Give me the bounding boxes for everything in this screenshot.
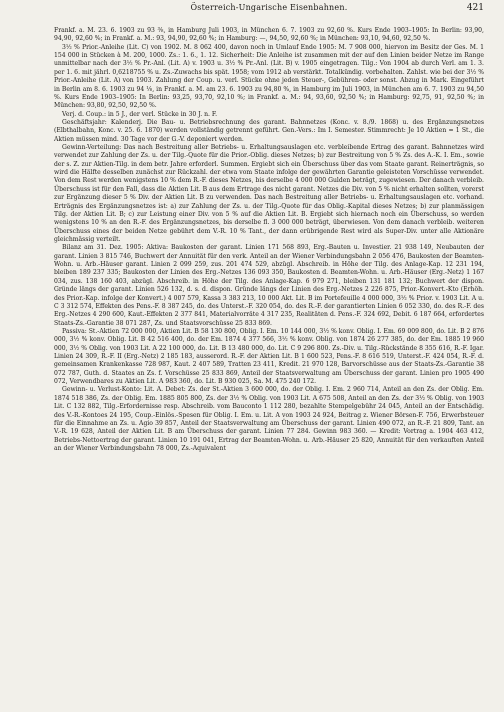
page-body xyxy=(54,27,484,453)
page-header xyxy=(54,3,484,27)
paragraph-bilanz-passiva: Passiva: St.-Aktien 72 000 000, Aktien Lit. B 58 130 800, Oblig. I. Em. 10 144 000, 3½ % konv. Oblig. I. Em. 69 009 800, do. Lit. B 2 876 000, 3½ % konv. Oblig. Lit. B 42 516 400, do. der Em. 1874 4 377 566, 3½ % konv. Oblig. von 1874 26 277 385, do. der Em. 1885 19 960 000, 3½ % Oblig. von 1903 Lit. A 22 100 000, do. Lit. B 13 480 000, do. Lit. C 9 296 800. Zs.-Div. u. Tilg.-Rückstände 8 355 616, R.-F. Igar. Linien 24 309, R.-F. II (Erg.-Netz) 2 185 183, ausserord. R.-F. der Aktien Lit. B 1 600 523, Pens.-F. 8 616 519, Unterst.-F. 424 054, R.-F. d. gemeinsamen Krankenkasse 728 987, Kaut. 2 407 589, Tratten 23 411, Kredit. 21 970 128, Barvorschüsse aus der Staats-Zs.-Garantie 38 072 787, Guth. d. Staates an Zs. f. Vorschüsse 25 833 869, Anteil der Staatsverwaltung am Überschuss der garant. Linien pro 1905 490 072, Verwendbares zu Aktien Lit. A 983 360, do. Lit. B 930 025, Sa. M. 475 240 172. xyxy=(54,327,484,386)
page-number: 421 xyxy=(466,3,484,13)
paragraph-bilanz-aktiva: Bilanz am 31. Dez. 1905: Aktiva: Baukosten der garant. Linien 171 568 893, Erg.-Bauten u. Investier. 21 938 149, Neubauten der garant. Linien 3 815 746, Buchwert der Annuität für den verk. Anteil an der Wiener Verbindungsbahn 2 056 476, Baukosten der Beamten-Wohn. u. Arb.-Häuser garant. Linien 2 099 259, zus. 201 474 529, abzügl. Abschreib. in Höhe der Tilg. des Anlage-Kap. 12 231 194, bleiben 189 237 335; Baukosten der Linien des Erg.-Netzes 136 093 350, Baukosten d. Beamten-Wohn. u. Arb.-Häuser (Erg.-Netz) 1 167 034, zus. 138 160 403, abzügl. Abschreib. in Höhe der Tilg. des Anlage-Kap. 6 979 271, bleiben 131 181 132; Buchwert der dispon. Gründe längs der garant. Linien 526 132, d. s. d. dispon. Gründe längs der Linien des Erg.-Netzes 2 226 875, Prior.-Konvert.-Kto (Erhöh. des Prior.-Kap. infolge der Konvert.) 4 007 579, Kassa 3 383 213, 10 000 Akt. Lit. B im Portefeuille 4 000 000, 3½ % Prior. v. 1903 Lit. A u. C 3 312 574, Effekten des Pens.-F. 8 387 245, do. des Unterst.-F. 320 054, do. des R.-F. der garantierten Linien 6 052 330, do. des R.-F. des Erg.-Netzes 4 290 600, Kaut.-Effekten 2 377 841, Materialvorräte 4 317 235, Realitäten d. Pens.-F. 324 692, Debit. 6 187 664, erfordertes Staats-Zs.-Garantie 38 071 287, Zs. und Staatsvorschüsse 25 833 869. xyxy=(54,244,484,327)
running-head: Österreich-Ungarische Eisenbahnen. xyxy=(190,3,348,12)
paragraph-verjaehrung: Verj. d. Coup.: in 5 J., der verl. Stücke in 30 J. n. F. xyxy=(62,110,218,118)
paragraph-prior-anleihe-lit-a-tail: Frankf. a. M. 23. 6. 1903 zu 93 ⅜, in Hamburg Juli 1903, in München 6. 7. 1903 zu 92,60 %. Kurs Ende 1903–1905: In Berlin: 93,90, 94,90, 92,60 %; in Frankf. a. M.: 93, 94,90, 92,60 %; in Hamburg: —, 94,50, 92,60 %; in München: 93,10, 94,60, 92,50 %. xyxy=(54,27,484,43)
paragraph-prior-anleihe-lit-c: 3½ % Prior.-Anleihe (Lit. C) von 1902. M. 8 062 400, davon noch in Umlauf Ende 1905: M. 7 908 000, hiervon im Besitz der Ges. M. 1 154 000 in Stücken à M. 200, 1000. Zs.: 1. 6., 1. 12. Sicherheit: Die Anleihe ist zusammen mit der auf den Linien beider Netze im Range unmittelbar nach der 3½ % Pr.-Anl. (Lit. A) v. 1903 u. 3½ % Pr.-Anl. (Lit. B) v. 1905 eingetragen. Tilg.: Von 1904 ab durch Verl. am 1. 3. per 1. 6. mit jährl. 0,6218755 % u. Zs.-Zuwachs bis spät. 1958; vom 1912 ab verstärkt. Totalkündig. vorbehalten. Zahlst. wie bei der 3½ % Prior.-Anleihe (Lit. A) von 1903. Zahlung der Coup. u. verl. Stücke ohne jeden Steuer-, Gebühren- oder sonst. Abzug in Mark. Eingeführt in Berlin am 8. 6. 1903 zu 94 ⅛, in Frankf. a. M. am 23. 6. 1903 zu 94,80 %, in Hamburg im Juli 1903, in München am 6. 7. 1903 zu 94,50 %. Kurs Ende 1903–1905: In Berlin: 93,25, 93,70, 92,10 %; in Frankf. a. M.: 94, 93,60, 92,50 %; in Hamburg: 92,75, 91, 92,50 %; in München: 93,80, 92,50, 92,50 %. xyxy=(54,43,484,110)
paragraph-geschaeftsjahr: Geschäftsjahr: Kalenderj. Die Bau- u. Betriebsrechnung des garant. Bahnnetzes (Konc. v. 8./9. 1868) u. des Ergänzungsnetzes (Elbthalbahn, Konc. v. 25. 6. 1870) werden vollständig getrennt geführt. Gen.-Vers.: Im I. Semester. Stimmrecht: Je 10 Aktien = 1 St., die Aktien müssen mind. 30 Tage vor der G.-V. deponiert werden. xyxy=(54,118,484,143)
paragraph-gewinn-verteilung: Gewinn-Verteilung: Das nach Bestreitung aller Betriebs- u. Erhaltungsauslagen etc. verbleibende Ertrag des garant. Bahnnetzes wird verwendet zur Zahlung der Zs. u. der Tilg.-Quote für die Prior.-Oblig. dieses Netzes; b) zur Bestreitung von 5 % Zs. des A.-K. I. Em., sowie der s. Z. zur Aktien-Tilg. in dem betr. Jahre erforderl. Summen. Ergiebt sich ein Überschuss über das vom Staate garant. Reinerträgnis, so wird die Hälfte desselben zunächst zur Rückzahl. der etwa vom Staate infolge der gewährten Garantie geleisteten Vorschüsse verwendet. Von dem Rest werden wenigstens 10 % dem R.-F. dieses Netzes, bis derselbe 4 000 000 Gulden beträgt, zugewiesen. Der danach verbleib. Überschuss ist für den Fall, dass die Aktien Lit. B aus dem Ertrage des nicht garant. Netzes die Div. von 5 % nicht erhalten sollten, vorerst zur Ergänzung dieser 5 % Div. der Aktien Lit. B zu verwenden. Das nach Bestreitung aller Betriebs- u. Erhaltungsauslagen etc. vorhand. Erträgnis des Ergänzungsnetzes ist: a) zur Zahlung der Zs. u. der Tilg.-Quote für das Oblig.-Kapital dieses Netzes; b) zur planmässigen Tilg. der Aktien Lit. B; c) zur Leistung einer Div. von 5 % auf die Aktien Lit. B. Ergiebt sich hiernach noch ein Überschuss, so werden wenigstens 10 % an den R.-F. des Ergänzungsnetzes, bis derselbe fl. 3 000 000 beträgt, überwiesen. Von dem danach verbleib. weiteren Überschuss eines der beiden Netze gebührt dem V.-R. 10 % Tant., der dann erübrigende Rest wird als Super-Div. unter alle Aktionäre gleichmässig verteilt. xyxy=(54,144,484,243)
paragraph-gewinn-verlust-konto: Gewinn- u. Verlust-Konto: Lit. A. Debet: Zs. der St.-Aktien 3 600 000, do. der Oblig. I. Em. 2 960 714, Anteil an den Zs. der Oblig. Em. 1874 518 386, Zs. der Oblig. Em. 1885 805 800, Zs. der 3½ % Oblig. von 1903 Lit. A 675 508, Anteil an den Zs. der 3½ % Oblig. von 1903 Lit. C 132 882, Tilg.-Erfordernisse resp. Abschreib. vom Bauconto 1 112 280, bezahlte Stempelgebühr 24 045, Anteil an der Entschädig. des V.-R.-Kontoes 24 195, Coup.-Einlös.-Spesen für Oblig. I. Em. u. Lit. A von 1903 24 924, Beitrag z. Wiener Börsen-F. 756, Erwerbsteuer für die Einnahme an Zs. u. Agio 39 857, Anteil der Staatsverwaltung am Überschuss der garant. Linien 490 072, an R.-F. 21 809, Tant. an V.-R. 19 628, Anteil der Aktien Lit. B am Überschuss der garant. Linien 77 284. Gewinn 983 360. — Kredit: Vortrag a. 1904 463 412, Betriebs-Nettoertrag der garant. Linien 10 191 041, Ertrag der Beamten-Wohn. u. Arb.-Häuser 25 820, Annuität für den verkauften Anteil an der Wiener Verbindungsbahn 78 000, Zs.-Aquivalent xyxy=(54,386,484,452)
